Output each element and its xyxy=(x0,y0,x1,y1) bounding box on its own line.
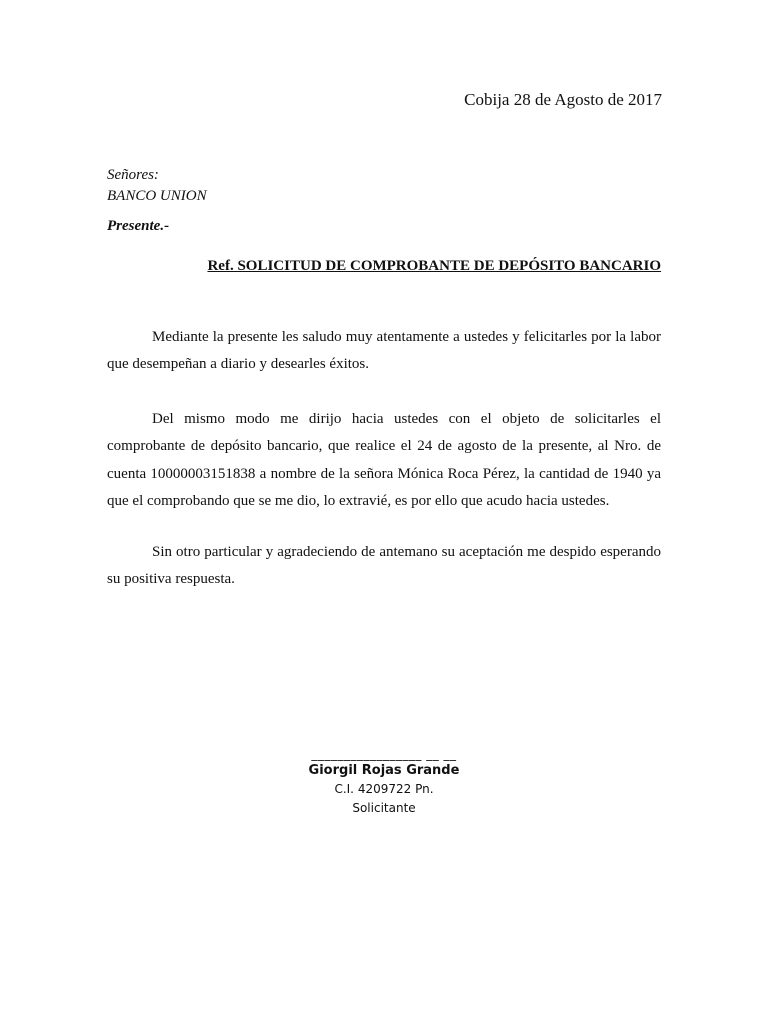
signer-role: Solicitante xyxy=(352,801,416,815)
body-paragraph-greeting: Mediante la presente les saludo muy atentamente a ustedes y felicitarles por la labor que desempeñan a diario y desearles éxitos. xyxy=(107,329,661,373)
signer-id: C.I. 4209722 Pn. xyxy=(334,782,434,796)
recipient-institution: BANCO UNION xyxy=(107,188,207,204)
recipient-salutation: Señores: xyxy=(107,167,159,183)
body-paragraph-request: Del mismo modo me dirijo hacia ustedes con el objeto de solicitarles el comprobante de depósito bancario, que realice el 24 de agosto de la presente, al Nro. de cuenta 10000003151838 a nombre de la señora Mónica Roca Pérez, la cantidad de 1940 ya que el comprobando que se me dio, lo extravié, es por ello que acudo hacia ustedes. xyxy=(107,411,661,509)
presente-line: Presente.- xyxy=(107,218,170,234)
recipient-block xyxy=(107,165,207,207)
signature-block xyxy=(284,746,484,818)
signature-line: _________________ __ __ xyxy=(311,747,457,761)
date-line: Cobija 28 de Agosto de 2017 xyxy=(464,90,662,109)
reference-subject: Ref. SOLICITUD DE COMPROBANTE DE DEPÓSITO BANCARIO xyxy=(207,258,661,274)
body-paragraph-closing: Sin otro particular y agradeciendo de antemano su aceptación me despido esperando su positiva respuesta. xyxy=(107,544,661,588)
signer-name: Giorgil Rojas Grande xyxy=(308,763,460,778)
